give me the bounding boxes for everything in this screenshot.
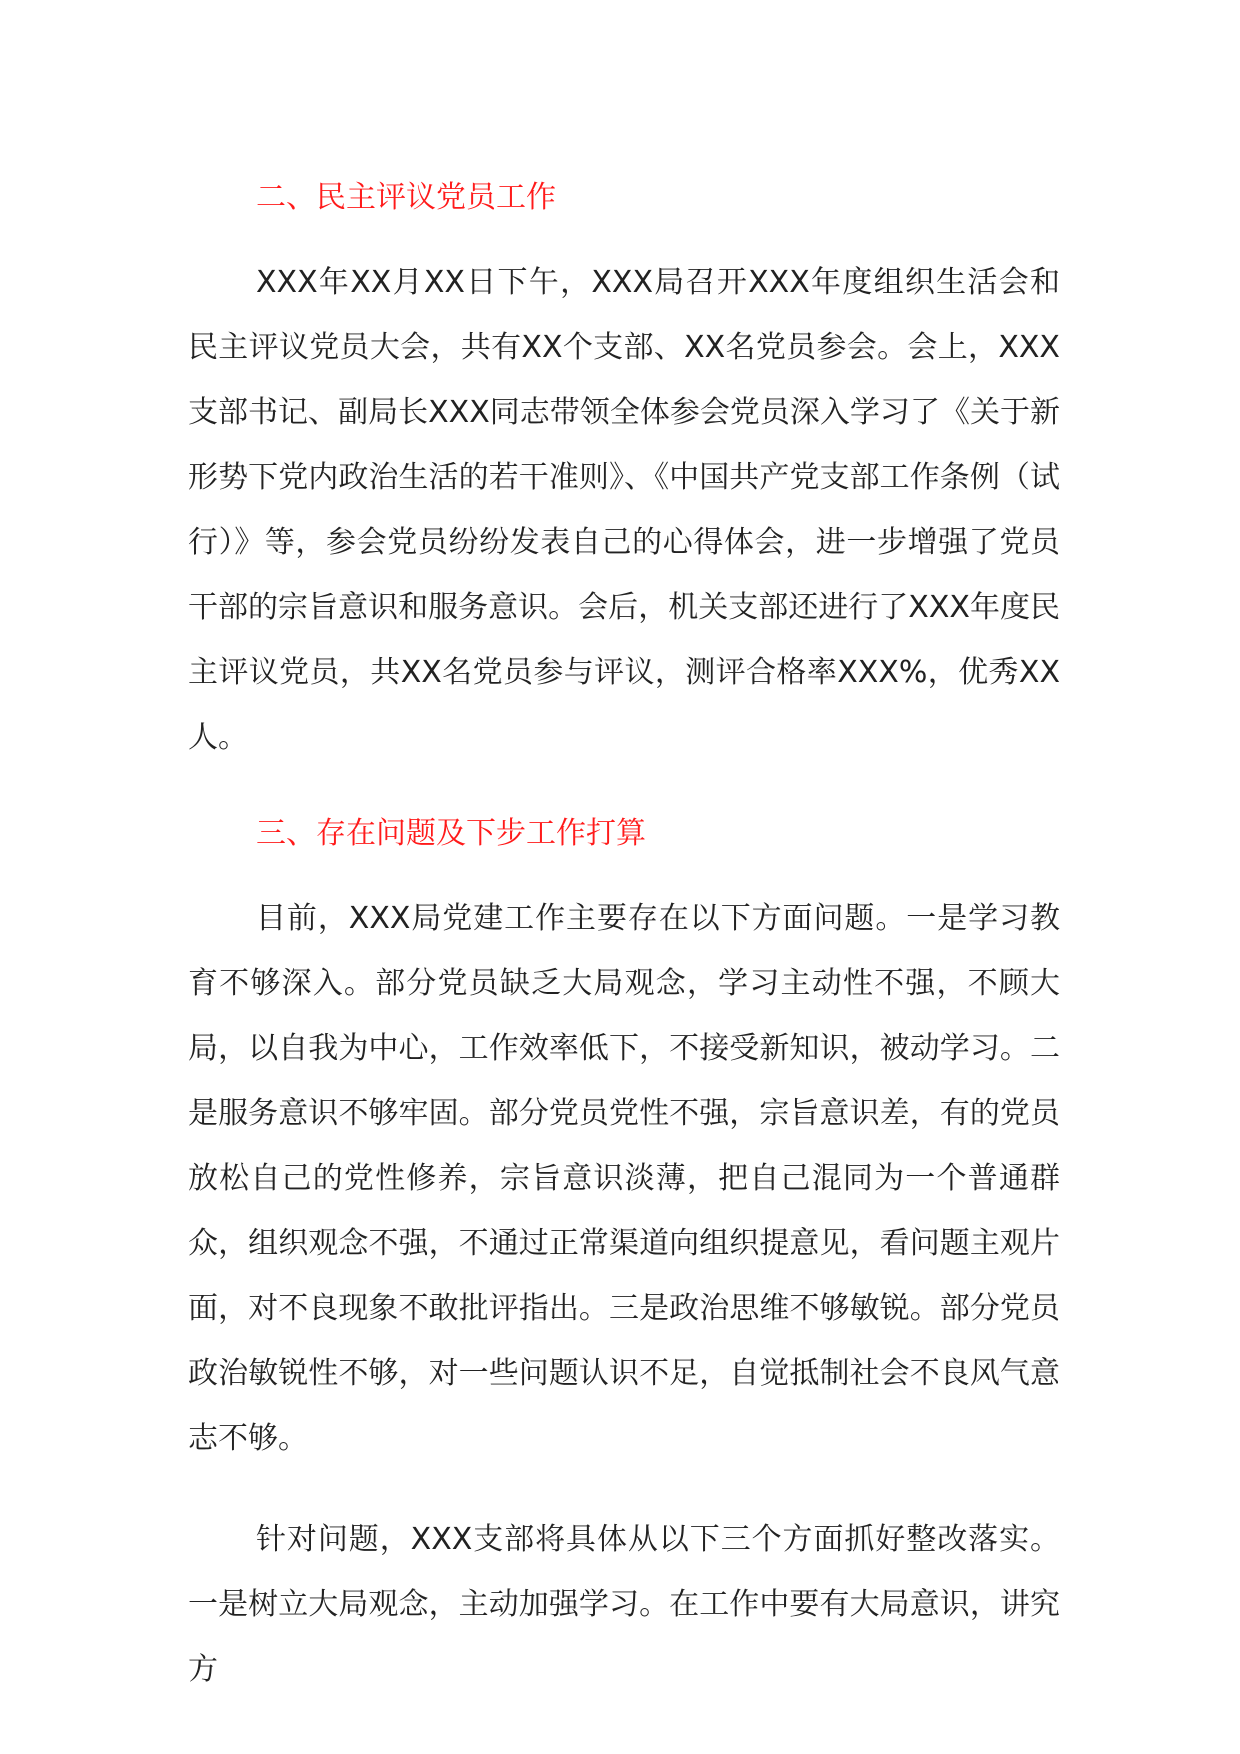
paragraph-rectification-measures: 针对问题，XXX支部将具体从以下三个方面抓好整改落实。一是树立大局观念，主动加强学习。在工作中要有大局意识，讲究方 bbox=[188, 1522, 1060, 1687]
paragraph-democratic-review: XXX年XX月XX日下午，XXX局召开XXX年度组织生活会和民主评议党员大会，共有XX个支部、XX名党员参会。会上，XXX支部书记、副局长XXX同志带领全体参会党员深入学习了《关于新形势下党内政治生活的若干准则》、《中国共产党支部工作条例（试行）》等，参会党员纷纷发表自己的心得体会，进一步增强了党员干部的宗旨意识和服务意识。会后，机关支部还进行了XXX年度民主评议党员，共XX名党员参与评议，测评合格率XXX%，优秀XX人。 bbox=[188, 265, 1060, 755]
spacer bbox=[188, 226, 1060, 250]
spacer bbox=[188, 1471, 1060, 1507]
section-heading-problems-and-plans: 三、存在问题及下步工作打算 bbox=[256, 816, 646, 851]
document-body bbox=[188, 170, 1060, 1702]
spacer bbox=[188, 770, 1060, 806]
paragraph-existing-problems: 目前，XXX局党建工作主要存在以下方面问题。一是学习教育不够深入。部分党员缺乏大局观念，学习主动性不强，不顾大局，以自我为中心，工作效率低下，不接受新知识，被动学习。二是服务意识不够牢固。部分党员党性不强，宗旨意识差，有的党员放松自己的党性修养，宗旨意识淡薄，把自己混同为一个普通群众，组织观念不强，不通过正常渠道向组织提意见，看问题主观片面，对不良现象不敢批评指出。三是政治思维不够敏锐。部分党员政治敏锐性不够，对一些问题认识不足，自觉抵制社会不良风气意志不够。 bbox=[188, 901, 1060, 1456]
spacer bbox=[188, 862, 1060, 886]
section-heading-democratic-review: 二、民主评议党员工作 bbox=[256, 180, 556, 215]
